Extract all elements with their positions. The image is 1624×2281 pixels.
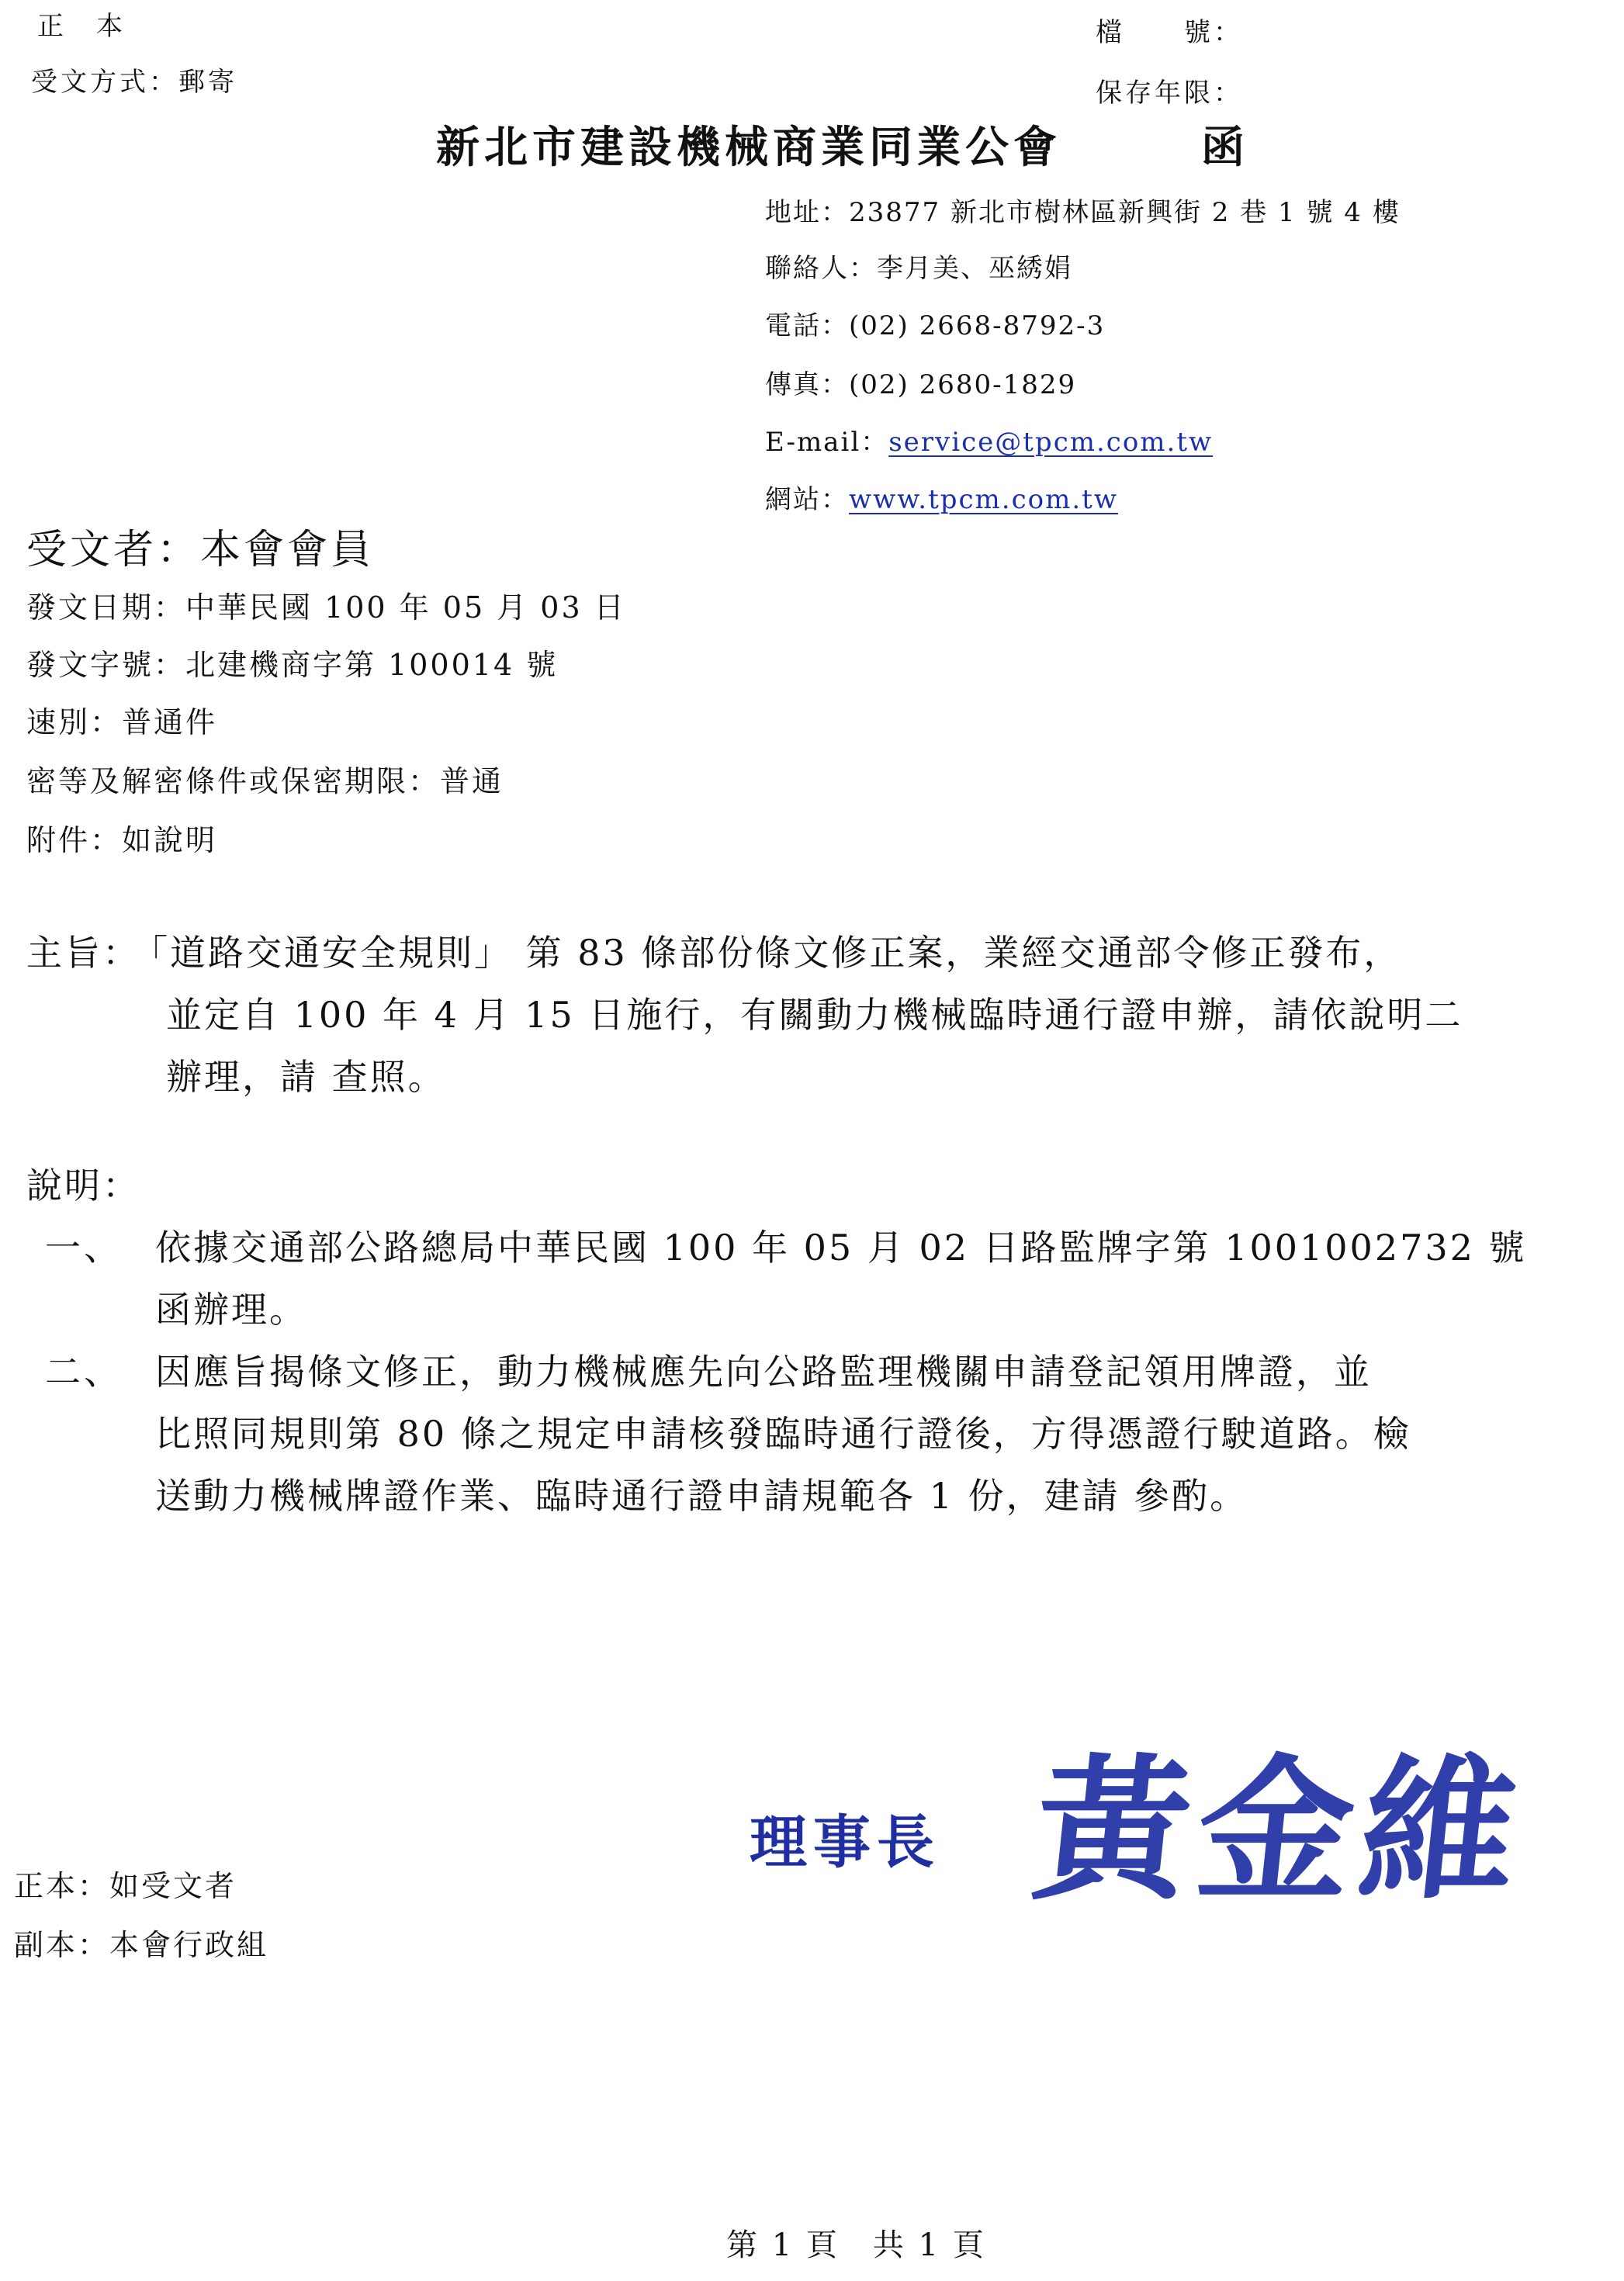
priority: 速別：普通件 — [26, 705, 218, 739]
organization-title: 新北市建設機械商業同業公會 — [436, 122, 1061, 173]
page-number: 第 1 頁 共 1 頁 — [726, 2227, 986, 2263]
item-1-line-2: 函辦理。 — [155, 1289, 307, 1331]
item-1-number: 一、 — [45, 1227, 123, 1269]
delivery-method: 受文方式：郵寄 — [31, 67, 237, 98]
fax: 傳真：(02) 2680-1829 — [765, 369, 1077, 400]
email-row — [765, 421, 1213, 459]
document-type: 函 — [1201, 122, 1249, 173]
item-2-line-3: 送動力機械牌證作業、臨時通行證申請規範各 1 份，建請 參酌。 — [155, 1475, 1248, 1517]
copy-type-label: 正 本 — [37, 11, 126, 42]
item-2-line-2: 比照同規則第 80 條之規定申請核發臨時通行證後，方得憑證行駛道路。檢 — [155, 1413, 1411, 1455]
address: 地址：23877 新北市樹林區新興街 2 巷 1 號 4 樓 — [765, 197, 1401, 228]
chairman-signature: 黃金維 — [1025, 1739, 1534, 1922]
subject-line-3: 辦理，請 查照。 — [166, 1056, 446, 1098]
copy-recipients: 副本：本會行政組 — [14, 1928, 269, 1962]
original-recipients: 正本：如受文者 — [14, 1869, 237, 1903]
recipient: 受文者：本會會員 — [26, 527, 375, 573]
subject-line-2: 並定自 100 年 4 月 15 日施行，有關動力機械臨時通行證申辦，請依說明二 — [166, 994, 1463, 1036]
document-number: 發文字號：北建機商字第 100014 號 — [26, 648, 559, 682]
issue-date: 發文日期：中華民國 100 年 05 月 03 日 — [26, 590, 626, 625]
website-row — [765, 478, 1118, 516]
retention-period: 保存年限： — [1096, 78, 1243, 109]
file-number: 檔 號： — [1096, 17, 1243, 48]
attachment: 附件：如說明 — [26, 823, 218, 857]
website-label: 網站： — [765, 484, 849, 515]
item-2-number: 二、 — [45, 1351, 123, 1393]
item-2-line-1: 因應旨揭條文修正，動力機械應先向公路監理機關申請登記領用牌證，並 — [155, 1351, 1372, 1393]
secrecy-level: 密等及解密條件或保密期限：普通 — [26, 764, 504, 798]
chairman-title-stamp: 理事長 — [750, 1809, 940, 1876]
item-1-line-1: 依據交通部公路總局中華民國 100 年 05 月 02 日路監牌字第 1001002732 號 — [155, 1227, 1527, 1269]
website-link[interactable]: www.tpcm.com.tw — [849, 484, 1118, 515]
contact-person: 聯絡人：李月美、巫綉娟 — [765, 253, 1072, 284]
explanation-label: 說明： — [26, 1165, 140, 1206]
subject-label: 主旨： — [26, 932, 140, 974]
email-link[interactable]: service@tpcm.com.tw — [888, 427, 1214, 458]
email-label: E-mail： — [765, 427, 889, 458]
subject-line-1: 「道路交通安全規則」 第 83 條部份條文修正案，業經交通部令修正發布， — [132, 932, 1402, 974]
phone: 電話：(02) 2668-8792-3 — [765, 310, 1106, 341]
